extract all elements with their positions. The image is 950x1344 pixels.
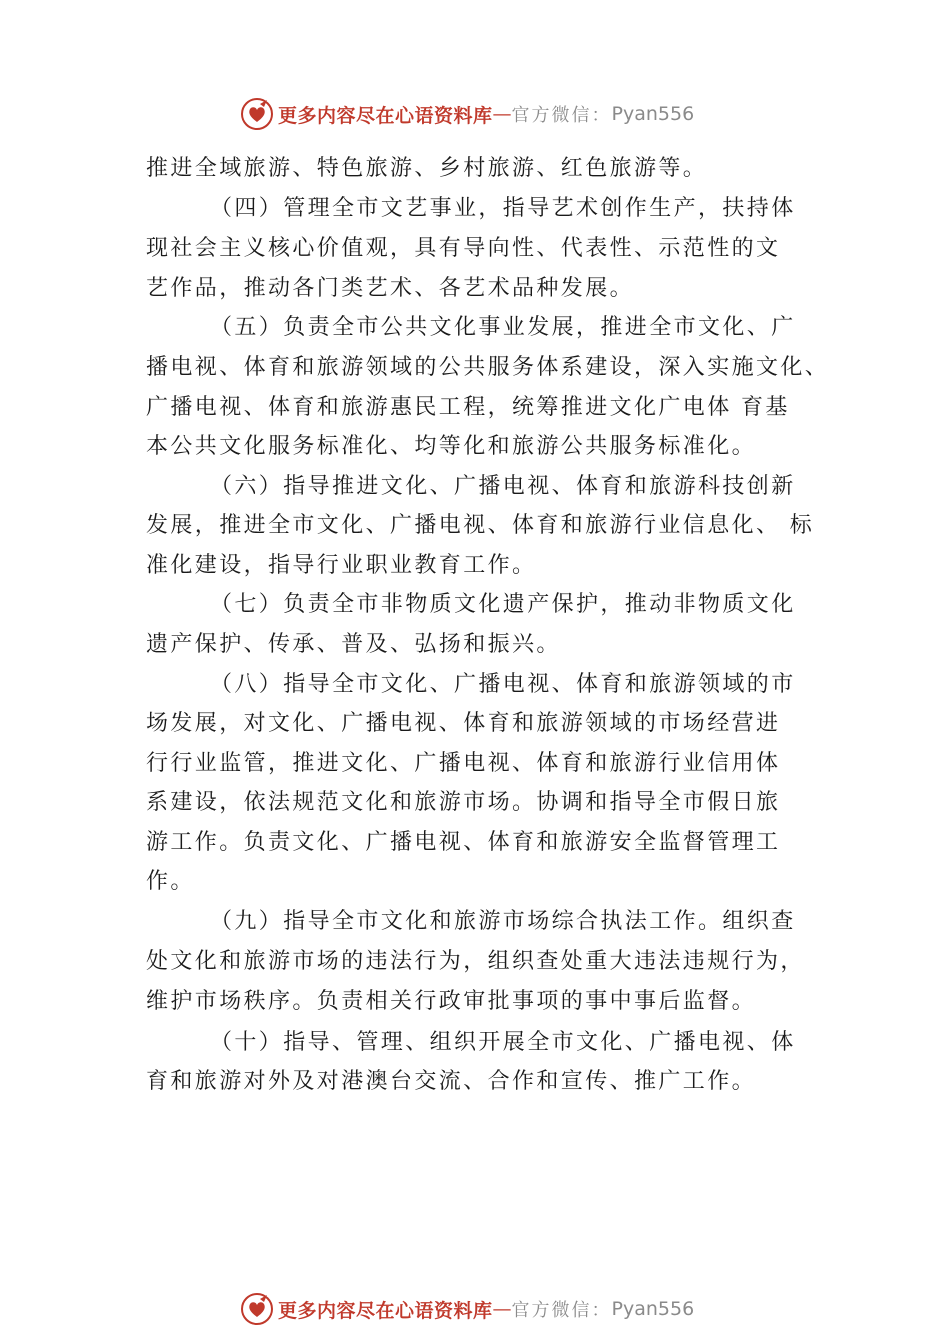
- watermark-gray-text: 官方微信：: [511, 105, 612, 126]
- text-line: 育和旅游对外及对港澳台交流、合作和宣传、推广工作。: [146, 1069, 757, 1094]
- paragraph-4-heading-line: （四）管理全市文艺事业，指导艺术创作生产，扶持体: [210, 196, 796, 221]
- text-line: 维护市场秩序。负责相关行政审批事项的事中事后监督。: [146, 989, 757, 1014]
- watermark-dash: —: [492, 103, 512, 125]
- heart-pen-logo-icon: [240, 1292, 274, 1326]
- watermark-red-text: 更多内容尽在心语资料库: [278, 104, 493, 127]
- text-line: 行行业监管，推进文化、广播电视、体育和旅游行业信用体: [146, 751, 781, 776]
- watermark-gray-text: 官方微信：: [511, 1300, 612, 1321]
- watermark-header: [240, 97, 694, 131]
- text-line: 场发展，对文化、广播电视、体育和旅游领域的市场经营进: [146, 711, 781, 736]
- watermark-dash: —: [492, 1298, 512, 1320]
- text-line: 游工作。负责文化、广播电视、体育和旅游安全监督管理工: [146, 830, 781, 855]
- paragraph-8-heading-line: （八）指导全市文化、广播电视、体育和旅游领域的市: [210, 672, 796, 697]
- paragraph-10-heading-line: （十）指导、管理、组织开展全市文化、广播电视、体: [210, 1030, 796, 1055]
- text-line: 广播电视、体育和旅游惠民工程，统筹推进文化广电体 育基: [146, 395, 790, 420]
- paragraph-5-heading-line: （五）负责全市公共文化事业发展，推进全市文化、广: [210, 315, 796, 340]
- watermark-red-text: 更多内容尽在心语资料库: [278, 1299, 493, 1322]
- paragraph-7-heading-line: （七）负责全市非物质文化遗产保护，推动非物质文化: [210, 592, 796, 617]
- text-line: 艺作品，推动各门类艺术、各艺术品种发展。: [146, 276, 635, 301]
- text-line: 系建设，依法规范文化和旅游市场。协调和指导全市假日旅: [146, 790, 781, 815]
- text-line: 推进全域旅游、特色旅游、乡村旅游、红色旅游等。: [146, 156, 708, 181]
- heart-pen-logo-icon: [240, 97, 274, 131]
- text-line: 播电视、体育和旅游领域的公共服务体系建设，深入实施文化、: [146, 355, 830, 380]
- text-line: 作。: [146, 869, 195, 894]
- watermark-wechat-id: Pyan556: [611, 103, 695, 125]
- text-line: 准化建设，指导行业职业教育工作。: [146, 553, 537, 578]
- paragraph-9-heading-line: （九）指导全市文化和旅游市场综合执法工作。组织查: [210, 909, 796, 934]
- text-line: 发展，推进全市文化、广播电视、体育和旅游行业信息化、 标: [146, 513, 815, 538]
- paragraph-6-heading-line: （六）指导推进文化、广播电视、体育和旅游科技创新: [210, 474, 796, 499]
- watermark-footer: [240, 1292, 694, 1326]
- text-line: 本公共文化服务标准化、均等化和旅游公共服务标准化。: [146, 434, 757, 459]
- text-line: 遗产保护、传承、普及、弘扬和振兴。: [146, 632, 561, 657]
- text-line: 现社会主义核心价值观，具有导向性、代表性、示范性的文: [146, 236, 781, 261]
- watermark-wechat-id: Pyan556: [611, 1298, 695, 1320]
- text-line: 处文化和旅游市场的违法行为，组织查处重大违法违规行为，: [146, 949, 805, 974]
